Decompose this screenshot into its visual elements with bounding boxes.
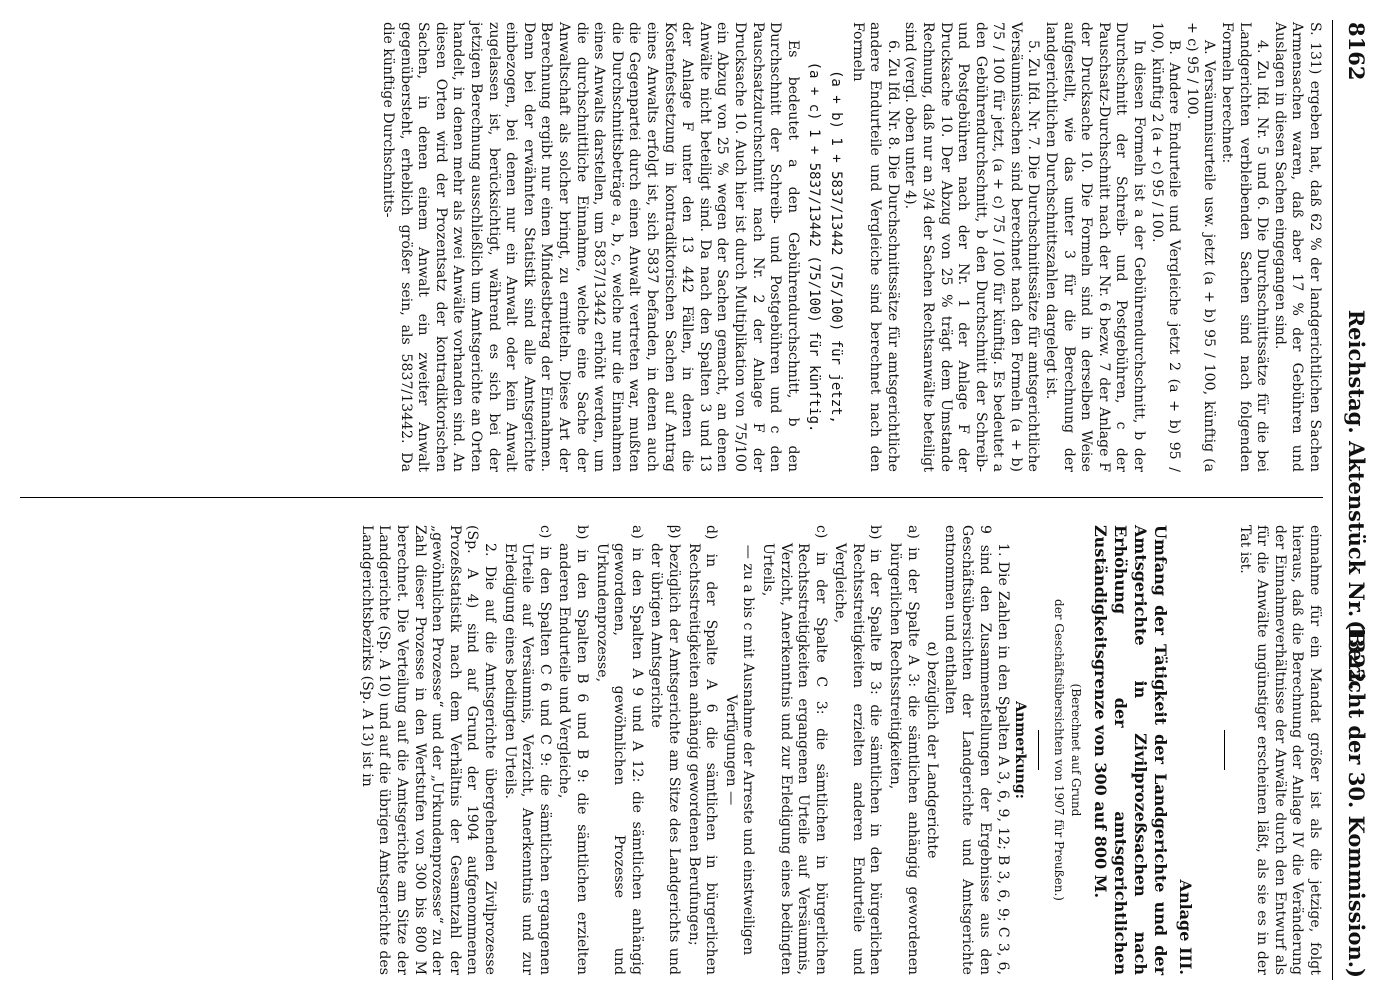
page-title: Reichstag. Aktenstück Nr. 1322.: [1344, 309, 1369, 691]
list-item: b) in den Spalten B 6 und B 9: die sämtlichen erzielten anderen Endurteile und Vergleiche,: [556, 525, 590, 975]
left-column: [379, 22, 1323, 472]
paragraph: 5. Zu lfd. Nr. 7. Die Durchschnittssätze für amtsgerichtliche Versäumnissachen sind berechnet nach den Formeln (a + b) 75 / 100 für jetzt, (a + c) 75 / 100 für künftig. Es bedeutet a den Gebührendurchschnitt, b den Durchschnitt der Schreib- und Postgebühren nach der Nr. 1 der Anlage F der Drucksache 10. Der Abzug von 25 % trägt dem Umstande Rechnung, daß nur an 3/4 der Sachen Rechtsanwälte beteiligt sind (vergl. oben unter 4).: [902, 22, 1042, 472]
formula-b: B. Andere Endurteile und Vergleiche jetzt 2 (a + b) 95 / 100, künftig 2 (a + c) 95 / 100.: [1148, 22, 1183, 472]
paragraph: In diesen Formeln ist a der Gebührendurchschnitt, b der Durchschnitt der Schreib- und Postgebühren, c der Pauschsatz-Durchschnitt nach der Nr. 6 bezw. 7 der Anlage F der Drucksache 10. Die Formeln sind in derselben Weise aufgestellt, wie das unter 3 für die Berechnung der landgerichtlichen Durchschnittszahlen dargelegt ist.: [1043, 22, 1148, 472]
page-header: [1337, 22, 1373, 978]
header-rule: [1332, 20, 1333, 980]
right-column: [357, 525, 1323, 975]
note-heading: Anmerkung:: [1012, 701, 1029, 799]
paragraph: 6. Zu lfd. Nr. 8. Die Durchschnittssätze für amtsgerichtliche andere Endurteile und Vergleiche sind berechnet nach den Formeln: [849, 22, 901, 472]
anlage-heading: Anlage III.: [1176, 879, 1196, 975]
paragraph: 4. Zu lfd. Nr. 5 und 6. Die Durchschnittssätze für die bei Landgerichten verbleibenden Sachen sind nach folgenden Formeln berechnet:: [1219, 22, 1271, 472]
formula-a: A. Versäumnisurteile usw. jetzt (a + b) 95 / 100, künftig (a + c) 95 / 100.: [1183, 22, 1218, 472]
list-item: b) in der Spalte B 3: die sämtlichen in den bürgerlichen Rechtsstreitigkeiten erzielten anderen Endurteile und Vergleiche,: [832, 525, 884, 975]
subsection-heading: α) bezüglich der Landgerichte: [924, 641, 941, 859]
list-item: a) in der Spalte A 3: die sämtlichen anhängig gewordenen bürgerlichen Rechtsstreitigkeiten,: [887, 525, 921, 975]
basis-line: (Berechnet auf Grund: [1069, 683, 1084, 817]
page-subtitle: (Bericht der 30. Kommission.): [1344, 620, 1369, 978]
list-item: c) in der Spalte C 3: die sämtlichen in bürgerlichen Rechtsstreitigkeiten ergangenen Urteile auf Versäumnis, Verzicht, Anerkenntnis und zur Erledigung eines bedingten Urteils,: [759, 525, 829, 975]
list-item: d) in der Spalte A 6 die sämtlichen in bürgerlichen Rechtsstreitigkeiten anhängig gewordenen Berufungen;: [685, 525, 720, 975]
note-item: 1. Die Zahlen in den Spalten A 3, 6, 9, 12; B 3, 6, 9; C 3, 6, 9 sind den Zusammenstellungen der Ergebnisse aus den Geschäftsübersichten der Landgerichte und Amtsgerichte entnommen und enthalten: [941, 525, 1011, 975]
formula-jetzt: (a + b) 1 + 5837/13442 (75/100) für jetzt,: [827, 69, 844, 424]
paragraph: Es bedeutet a den Gebührendurchschnitt, b den Durchschnitt der Schreib- und Postgebühren und c den Pauschsatzdurchschnitt nach Nr. 2 der Anlage F der Drucksache 10. Auch hier ist durch Multiplikation von 75/100 ein Abzug von 25 % wegen der Sachen gemacht, an denen Anwälte nicht beteiligt sind. Da nach den Spalten 3 und 13 der Anlage F unter den 13 442 Fällen, in denen die Kostenfestsetzung in kontradiktorischen Sachen auf Antrag eines Anwalts erfolgt ist, sich 5837 befanden, in denen auch die Gegenpartei durch einen Anwalt vertreten war, mußten die Durchschnittsbeträge a, b, c, welche nur die Einnahmen eines Anwalts darstellen, um 5837/13442 erhöht werden, um die durchschnittliche Einnahme, welche eine Sache der Anwaltschaft als solcher bringt, zu ermitteln. Diese Art der Berechnung ergibt nur einen Mindestbetrag der Einnahmen. Denn bei der erwähnten Statistik sind alle Amtsgerichte einbezogen, bei denen nur ein Anwalt oder kein Anwalt zugelassen ist, berücksichtigt, während es sich bei der jetzigen Berechnung ausschließlich um Amtsgerichte an Orten handelt, in denen mehr als zwei Anwälte vorhanden sind. An diesen Orten wird der Prozentsatz der kontradiktorischen Sachen, in denen einem Anwalt ein zweiter Anwalt gegenübersteht, erheblich größer sein, als 5837/13442. Da die künftige Durchschnitts-: [380, 22, 801, 472]
list-item: a) in den Spalten A 9 und A 12: die sämtlichen anhängig gewordenen, gewöhnlichen Prozesse und Urkundenprozesse,: [593, 525, 645, 975]
section-rule: [1038, 730, 1039, 770]
paragraph: S. 131) ergeben hat, daß 62 % der landgerichtlichen Sachen Armensachen waren, daß aber 17 % der Gebühren und Auslagen in diesen Sachen eingegangen sind.: [1271, 22, 1323, 472]
exception-note: — zu a bis c mit Ausnahme der Arreste und einstweiligen Verfügungen —: [722, 544, 757, 956]
page-number: 8162: [1344, 22, 1369, 81]
section-heading: Umfang der Tätigkeit der Landgerichte und der Amtsgerichte in Zivilprozeßsachen nach Erhöhung der amtsgerichtlichen Zuständigkeitsgrenze von 300 auf 800 M.: [1091, 525, 1171, 975]
basis-line: der Geschäftsübersichten von 1907 für Preußen.): [1051, 599, 1066, 901]
paragraph: einnahme für ein Mandat größer ist als die jetzige, folgt hieraus, daß die Berechnung der Anlage IV die Veränderung der Einnahmeverhältnisse der Anwälte durch den Entwurf als für die Anwälte ungünstiger erscheinen läßt, als sie es in der Tat ist.: [1236, 525, 1323, 975]
subsection-heading: β) bezüglich der Amtsgerichte am Sitze des Landgerichts und der übrigen Amtsgerichte: [648, 525, 682, 975]
section-rule: [1224, 730, 1225, 770]
list-item: c) in den Spalten C 6 und C 9: die sämtlichen ergangenen Urteile auf Versäumnis, Verzicht, Anerkenntnis und zur Erledigung eines bedingten Urteils.: [501, 525, 553, 975]
column-divider: [20, 497, 1323, 498]
note-item: 2. Die auf die Amtsgerichte übergehenden Zivilprozesse (Sp. A 4) sind auf Grund der 1904 aufgenommenen Prozeßstatistik nach dem Verhältnis der Gesamtzahl der „gewöhnlichen Prozesse“ und der „Urkundenprozesse“ zu der Zahl dieser Prozesse in den Wertstufen von 300 bis 800 M berechnet. Die Verteilung auf die Amtsgerichte am Sitze der Landgerichte (Sp. A 10) und auf die übrigen Amtsgerichte des Landgerichtsbezirks (Sp. A 13) ist in: [358, 525, 499, 975]
formula-kuenftig: (a + c) 1 + 5837/13442 (75/100) für künftig.: [806, 61, 823, 433]
